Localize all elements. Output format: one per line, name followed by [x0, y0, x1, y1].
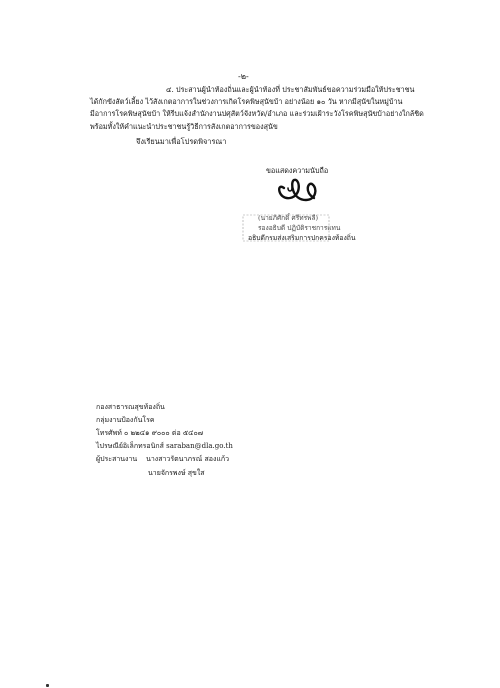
- footer-email: ไปรษณีย์อิเล็กทรอนิกส์ saraban@dla.go.th: [96, 442, 233, 450]
- footer-coordinator-row: [96, 454, 229, 465]
- coordinator-name: นางสาวรัตนาภรณ์ สองแก้ว: [146, 455, 230, 463]
- paragraph-line: ได้กักขังสัตว์เลี้ยง ไว้สังเกตอาการในช่วงการเกิดโรคพิษสุนัขบ้า อย่างน้อย ๑๐ วัน หากมีสุนัขในหมู่บ้าน: [90, 97, 403, 107]
- scan-speck: [46, 684, 49, 687]
- paragraph-line: ๔. ประสานผู้นำท้องถิ่นและผู้นำท้องที่ ประชาสัมพันธ์ขอความร่วมมือให้ประชาชน: [166, 85, 415, 94]
- paragraph-line: มีอาการโรคพิษสุนัขบ้า ให้รีบแจ้งสำนักงานปศุสัตว์จังหวัด/อำเภอ และร่วมเฝ้าระวังโรคพิษสุนัขบ้าอย่างใกล้ชิด: [90, 109, 424, 119]
- footer-group: กลุ่มงานป้องกันโรค: [96, 416, 155, 424]
- signer-position-line2: อธิบดีกรมส่งเสริมการปกครองท้องถิ่น: [248, 234, 356, 242]
- coordinator-name: นายจักรพงษ์ สุขใส: [148, 469, 205, 477]
- request-line: จึงเรียนมาเพื่อโปรดพิจารณา: [136, 137, 227, 146]
- footer-division: กองสาธารณสุขท้องถิ่น: [96, 403, 165, 411]
- page-number: -๒-: [238, 72, 249, 81]
- footer-phone: โทรศัพท์ ๐ ๒๒๔๑ ๙๐๐๐ ต่อ ๕๔๐๗: [96, 429, 203, 437]
- paragraph-line: พร้อมทั้งให้คำแนะนำประชาชนรู้วิธีการสังเกตอาการของสุนัข: [90, 121, 278, 131]
- closing-line: ขอแสดงความนับถือ: [266, 166, 329, 175]
- body-paragraph: [90, 84, 450, 133]
- coordinator-label: ผู้ประสานงาน: [96, 455, 138, 463]
- signer-position-line1: รองอธิบดี ปฏิบัติราชการแทน: [258, 224, 341, 232]
- signer-name: (นายภิศักดิ์ ศรีทรพลี): [258, 214, 319, 222]
- signature-mark: [270, 174, 328, 206]
